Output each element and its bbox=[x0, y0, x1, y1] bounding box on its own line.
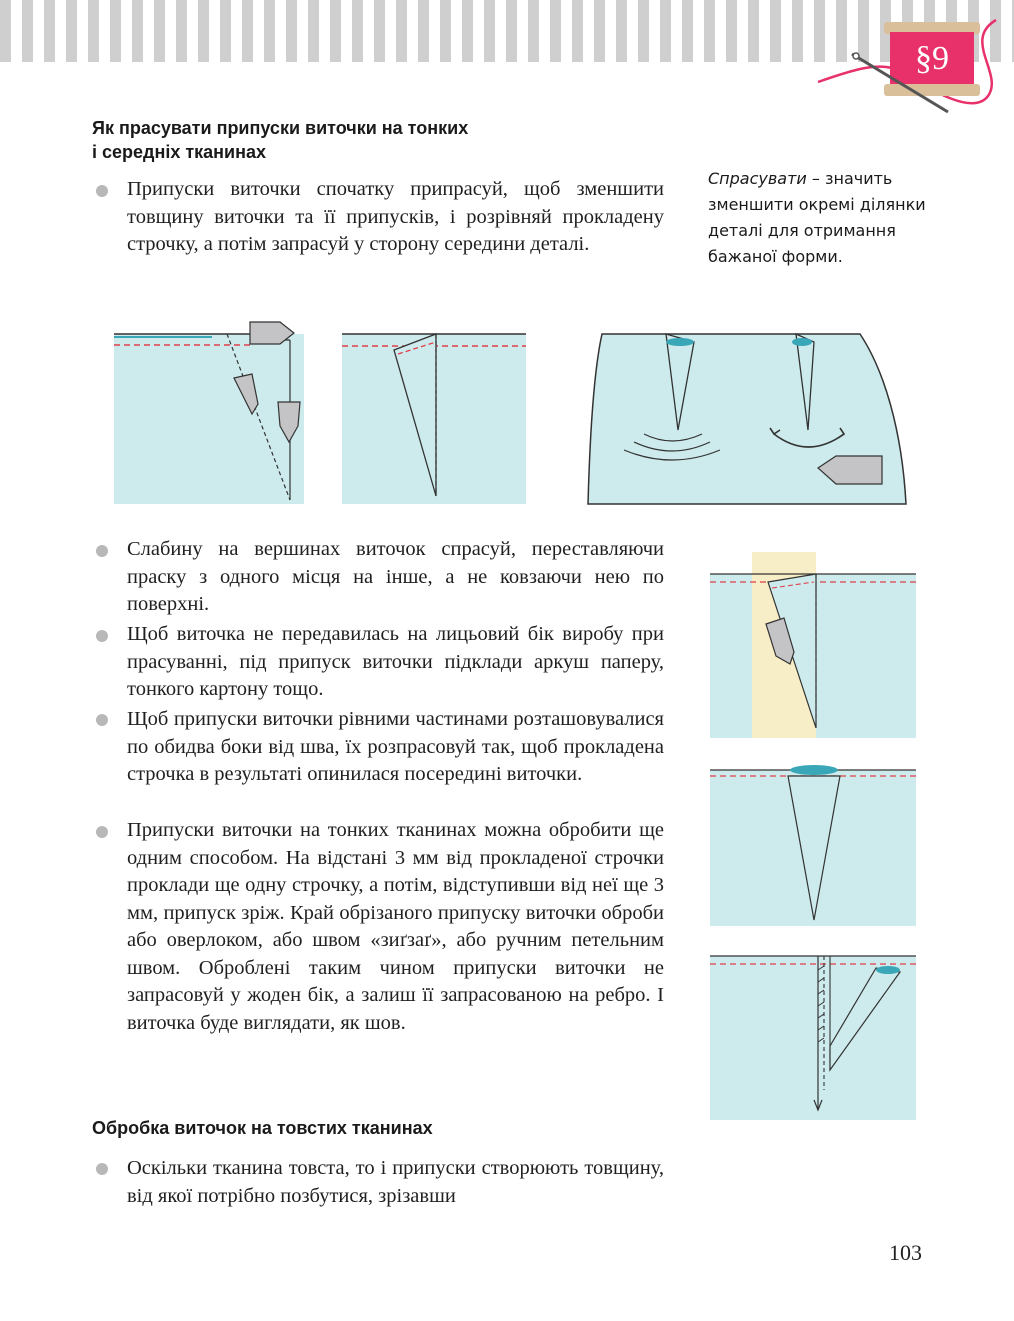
figure-dart-pressing-2 bbox=[340, 330, 528, 506]
heading-line-2: і середніх тканинах bbox=[92, 142, 267, 162]
paragraph-2: Слабину на вершинах виточок спрасуй, переставляючи праску з одного місця на інше, а не ковзаючи нею по поверхні. bbox=[127, 538, 664, 615]
figure-dart-overlocked bbox=[710, 950, 916, 1122]
definition-text: – значить зменшити окремі ділянки деталі для отримання бажаної форми. bbox=[708, 169, 926, 266]
section-number: §9 bbox=[915, 40, 949, 77]
section-badge bbox=[812, 0, 1014, 120]
figure-dart-pressed-open bbox=[710, 762, 916, 928]
bullet-marker bbox=[96, 630, 108, 642]
bullet-marker bbox=[96, 545, 108, 557]
paragraph-3: Щоб виточка не передавилась на лицьовий бік виробу при прасуванні, під припуск виточки підклади аркуш паперу, тонкого картону тощо. bbox=[127, 623, 664, 700]
paragraph-6: Оскільки тканина товста, то і припуски створюють товщину, від якої потрібно позбутися, зрізавши bbox=[127, 1157, 664, 1207]
section-heading-thin bbox=[92, 116, 468, 164]
bullet-marker bbox=[96, 1163, 108, 1175]
definition-term: Спрасувати bbox=[708, 169, 807, 188]
bullet-marker bbox=[96, 185, 108, 197]
definition-sidenote bbox=[708, 166, 930, 270]
figure-dart-pressing-1 bbox=[112, 318, 308, 508]
page-number: 103 bbox=[889, 1240, 922, 1265]
section-heading-thick: Обробка виточок на товстих тканинах bbox=[92, 1118, 433, 1138]
figure-skirt-darts bbox=[584, 330, 914, 508]
bullet-marker bbox=[96, 714, 108, 726]
heading-line-1: Як прасувати припуски виточки на тонких bbox=[92, 118, 469, 138]
bullet-marker bbox=[96, 826, 108, 838]
paragraph-4: Щоб припуски виточки рівними частинами розташовувалися по обидва боки від шва, їх розпрасовуй так, щоб прокладена строчка в результаті опинилася посередині виточки. bbox=[127, 708, 664, 785]
figure-dart-with-paper bbox=[710, 552, 916, 740]
paragraph-1: Припуски виточки спочатку припрасуй, щоб зменшити товщину виточки та її припусків, і розрівняй прокладену строчку, а потім запрасуй у сторону середини деталі. bbox=[127, 178, 664, 255]
paragraph-5: Припуски виточки на тонких тканинах можна обробити ще одним способом. На відстані 3 мм від прокладеної строчки проклади ще одну строчку, а потім, відступивши від неї ще 3 мм, припуск зріж. Край обрізаного припуску виточки оброби або оверлоком, або швом «зиґзаґ», або ручним петельним швом. Оброблені таким чином припуски виточки не запрасовуй у жоден бік, а залиш її запрасованою на ребро. І виточка буде виглядати, як шов. bbox=[127, 819, 664, 1034]
